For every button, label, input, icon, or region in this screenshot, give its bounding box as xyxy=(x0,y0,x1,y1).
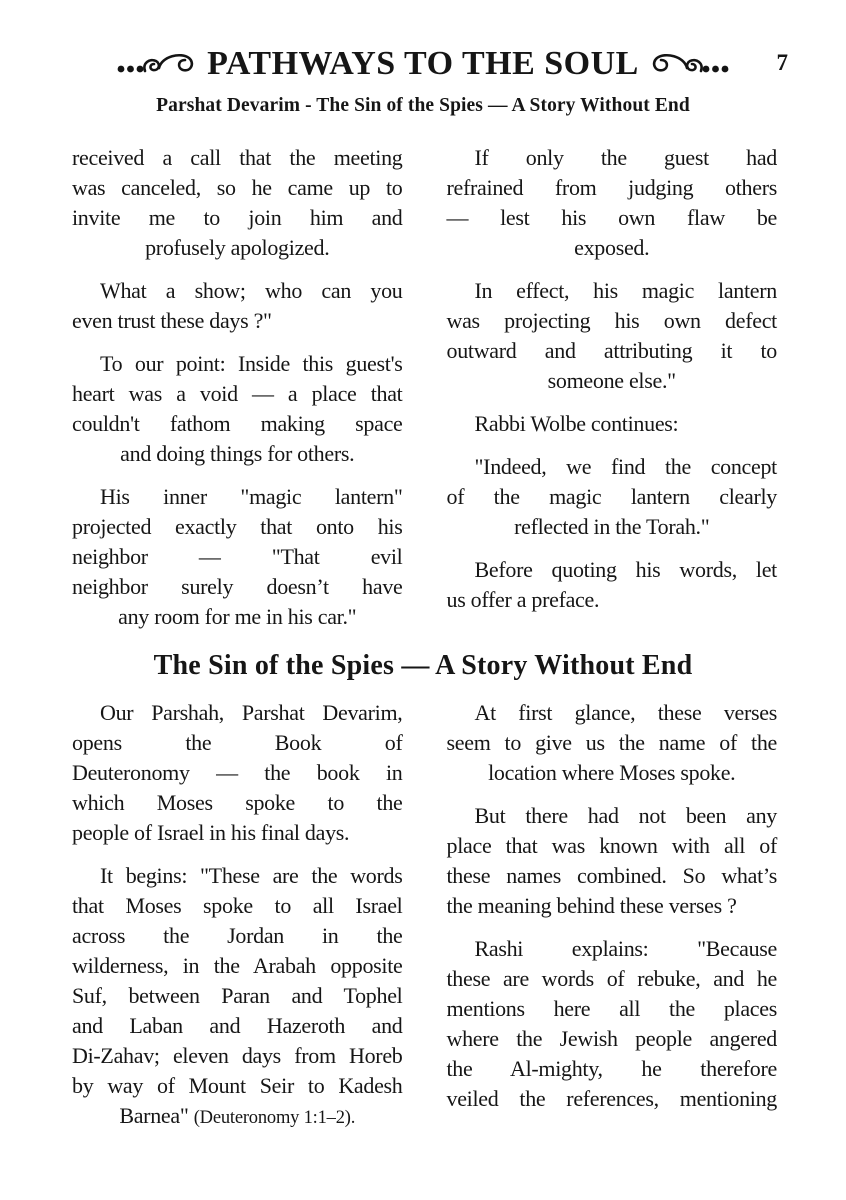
text-line: couldn't fathom making space xyxy=(72,411,403,436)
text-line: place that was known with all of xyxy=(446,833,777,858)
text-line: heart was a void — a place that xyxy=(72,381,403,406)
text-line: received a call that the meeting xyxy=(72,145,403,170)
text-line: If only the guest had xyxy=(474,145,777,170)
text-line: neighbor — "That evil xyxy=(72,544,403,569)
body-top-section xyxy=(0,143,846,632)
text-line: and Laban and Hazeroth and xyxy=(72,1013,403,1038)
paragraph xyxy=(72,349,403,469)
text-line: Rashi explains: "Because xyxy=(474,936,777,961)
text-line: opens the Book of xyxy=(72,730,403,755)
left-column-bottom xyxy=(72,698,403,1133)
paragraph xyxy=(447,698,778,788)
text-line: mentions here all the places xyxy=(446,996,777,1021)
text-line: Before quoting his words, let xyxy=(474,557,777,582)
paragraph xyxy=(447,276,778,396)
text-line: and doing things for others. xyxy=(120,441,355,466)
text-line: outward and attributing it to xyxy=(446,338,777,363)
text-line: which Moses spoke to the xyxy=(72,790,403,815)
text-line: exposed. xyxy=(574,235,650,260)
text-line: neighbor surely doesn’t have xyxy=(72,574,403,599)
quote-text: Barnea" xyxy=(119,1103,194,1128)
text-line: the Al-mighty, he therefore xyxy=(446,1056,777,1081)
text-line: even trust these days ?" xyxy=(72,308,272,333)
text-line: To our point: Inside this guest's xyxy=(100,351,403,376)
text-line: What a show; who can you xyxy=(100,278,403,303)
paragraph xyxy=(447,934,778,1114)
text-line: across the Jordan in the xyxy=(72,923,403,948)
text-line: profusely apologized. xyxy=(145,235,330,260)
text-line: "Indeed, we find the concept xyxy=(474,454,777,479)
text-line: At first glance, these verses xyxy=(474,700,777,725)
text-line: by way of Mount Seir to Kadesh xyxy=(72,1073,403,1098)
page-title: PATHWAYS TO THE SOUL xyxy=(207,45,639,82)
text-line: refrained from judging others xyxy=(446,175,777,200)
text-line: His inner "magic lantern" xyxy=(100,484,403,509)
text-line: of the magic lantern clearly xyxy=(446,484,777,509)
masthead xyxy=(0,40,846,88)
paragraph xyxy=(72,276,403,336)
text-line: invite me to join him and xyxy=(72,205,403,230)
text-line: It begins: "These are the words xyxy=(100,863,403,888)
text-line: But there had not been any xyxy=(474,803,777,828)
text-line xyxy=(72,1101,403,1133)
text-line: Our Parshah, Parshat Devarim, xyxy=(100,700,403,725)
text-line: In effect, his magic lantern xyxy=(474,278,777,303)
right-column-bottom xyxy=(447,698,778,1133)
text-line: Di-Zahav; eleven days from Horeb xyxy=(72,1043,403,1068)
text-line: was canceled, so he came up to xyxy=(72,175,403,200)
paragraph xyxy=(72,143,403,263)
text-line: us offer a preface. xyxy=(446,587,600,612)
text-line: was projecting his own defect xyxy=(446,308,777,333)
flourish-right-icon xyxy=(647,48,731,80)
flourish-left-icon xyxy=(115,48,199,80)
text-line: projected exactly that onto his xyxy=(72,514,403,539)
text-line: Suf, between Paran and Tophel xyxy=(72,983,403,1008)
verse-reference: (Deuteronomy 1:1–2). xyxy=(193,1108,356,1128)
text-line: location where Moses spoke. xyxy=(488,760,736,785)
text-line: veiled the references, mentioning xyxy=(446,1086,777,1111)
text-line: where the Jewish people angered xyxy=(446,1026,777,1051)
paragraph xyxy=(72,861,403,1133)
text-line: seem to give us the name of the xyxy=(446,730,777,755)
page-header xyxy=(0,40,846,117)
paragraph xyxy=(72,698,403,848)
text-line: any room for me in his car." xyxy=(118,604,357,629)
paragraph xyxy=(72,482,403,632)
text-line: these names combined. So what’s xyxy=(446,863,777,888)
paragraph xyxy=(447,143,778,263)
left-column-top xyxy=(72,143,403,632)
text-line: people of Israel in his final days. xyxy=(72,820,350,845)
right-column-top xyxy=(447,143,778,632)
page-number: 7 xyxy=(776,49,788,75)
text-line: — lest his own flaw be xyxy=(446,205,777,230)
text-line: that Moses spoke to all Israel xyxy=(72,893,403,918)
section-heading: The Sin of the Spies — A Story Without End xyxy=(153,650,693,681)
text-line: Rabbi Wolbe continues: xyxy=(474,411,679,436)
paragraph xyxy=(447,801,778,921)
page-subtitle: Parshat Devarim - The Sin of the Spies — A Story Without End xyxy=(156,95,690,116)
text-line: these are words of rebuke, and he xyxy=(446,966,777,991)
body-bottom-section xyxy=(0,698,846,1133)
text-line: someone else." xyxy=(547,368,676,393)
text-line: Deuteronomy — the book in xyxy=(72,760,403,785)
text-line: wilderness, in the Arabah opposite xyxy=(72,953,403,978)
paragraph xyxy=(447,452,778,542)
paragraph xyxy=(447,555,778,615)
text-line: reflected in the Torah." xyxy=(514,514,710,539)
paragraph xyxy=(447,409,778,439)
text-line: the meaning behind these verses ? xyxy=(446,893,737,918)
